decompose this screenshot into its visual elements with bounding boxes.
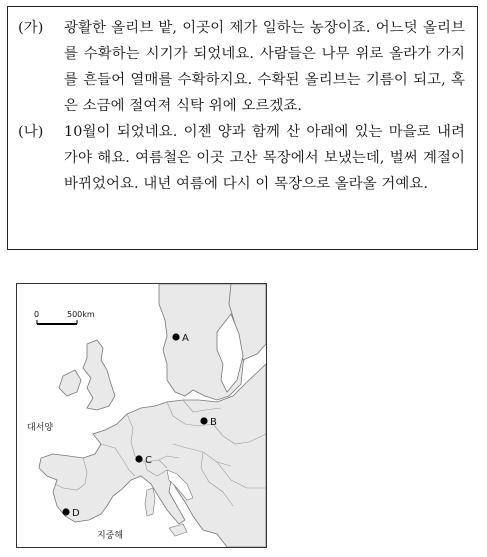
atlantic-label: 대서양 xyxy=(27,423,54,433)
europe-map xyxy=(16,283,267,548)
point-d-label: D xyxy=(72,508,80,519)
scale-zero-label: 0 xyxy=(34,310,40,319)
point-a-marker xyxy=(172,333,179,340)
passage-na xyxy=(18,119,465,197)
corsica-sardinia xyxy=(145,488,155,516)
passage-text: 광활한 올리브 밭, 이곳이 제가 일하는 농장이죠. 어느덧 올리브를 수확하는 시기가 되었네요. 사람들은 나무 위로 올라가 가지를 흔들어 열매를 수확하지요. 수확된 올리브는 기름이 되고, 혹은 소금에 절여져 식탁 위에 오르겠죠. xyxy=(64,20,465,114)
scale-distance-label: 500km xyxy=(67,310,95,319)
passage-box xyxy=(7,6,478,250)
passage-marker: (나) xyxy=(18,124,44,140)
point-c-marker xyxy=(135,455,142,462)
map-canvas xyxy=(17,284,266,547)
passage-text: 10월이 되었네요. 이젠 양과 함께 산 아래에 있는 마을로 내려가야 해요. 여름철은 이곳 고산 목장에서 보냈는데, 벌써 계절이 바뀌었어요. 내년 여름에 다시 이 목장으로 올라올 거예요. xyxy=(64,124,465,192)
passage-ga xyxy=(18,15,465,119)
point-b-label: B xyxy=(210,417,217,428)
point-b-marker xyxy=(200,417,207,424)
point-d-marker xyxy=(62,508,69,515)
mediterranean-label: 지중해 xyxy=(97,531,124,541)
passage-marker: (가) xyxy=(18,20,44,36)
point-c-label: C xyxy=(145,455,152,466)
point-a-label: A xyxy=(182,333,189,344)
